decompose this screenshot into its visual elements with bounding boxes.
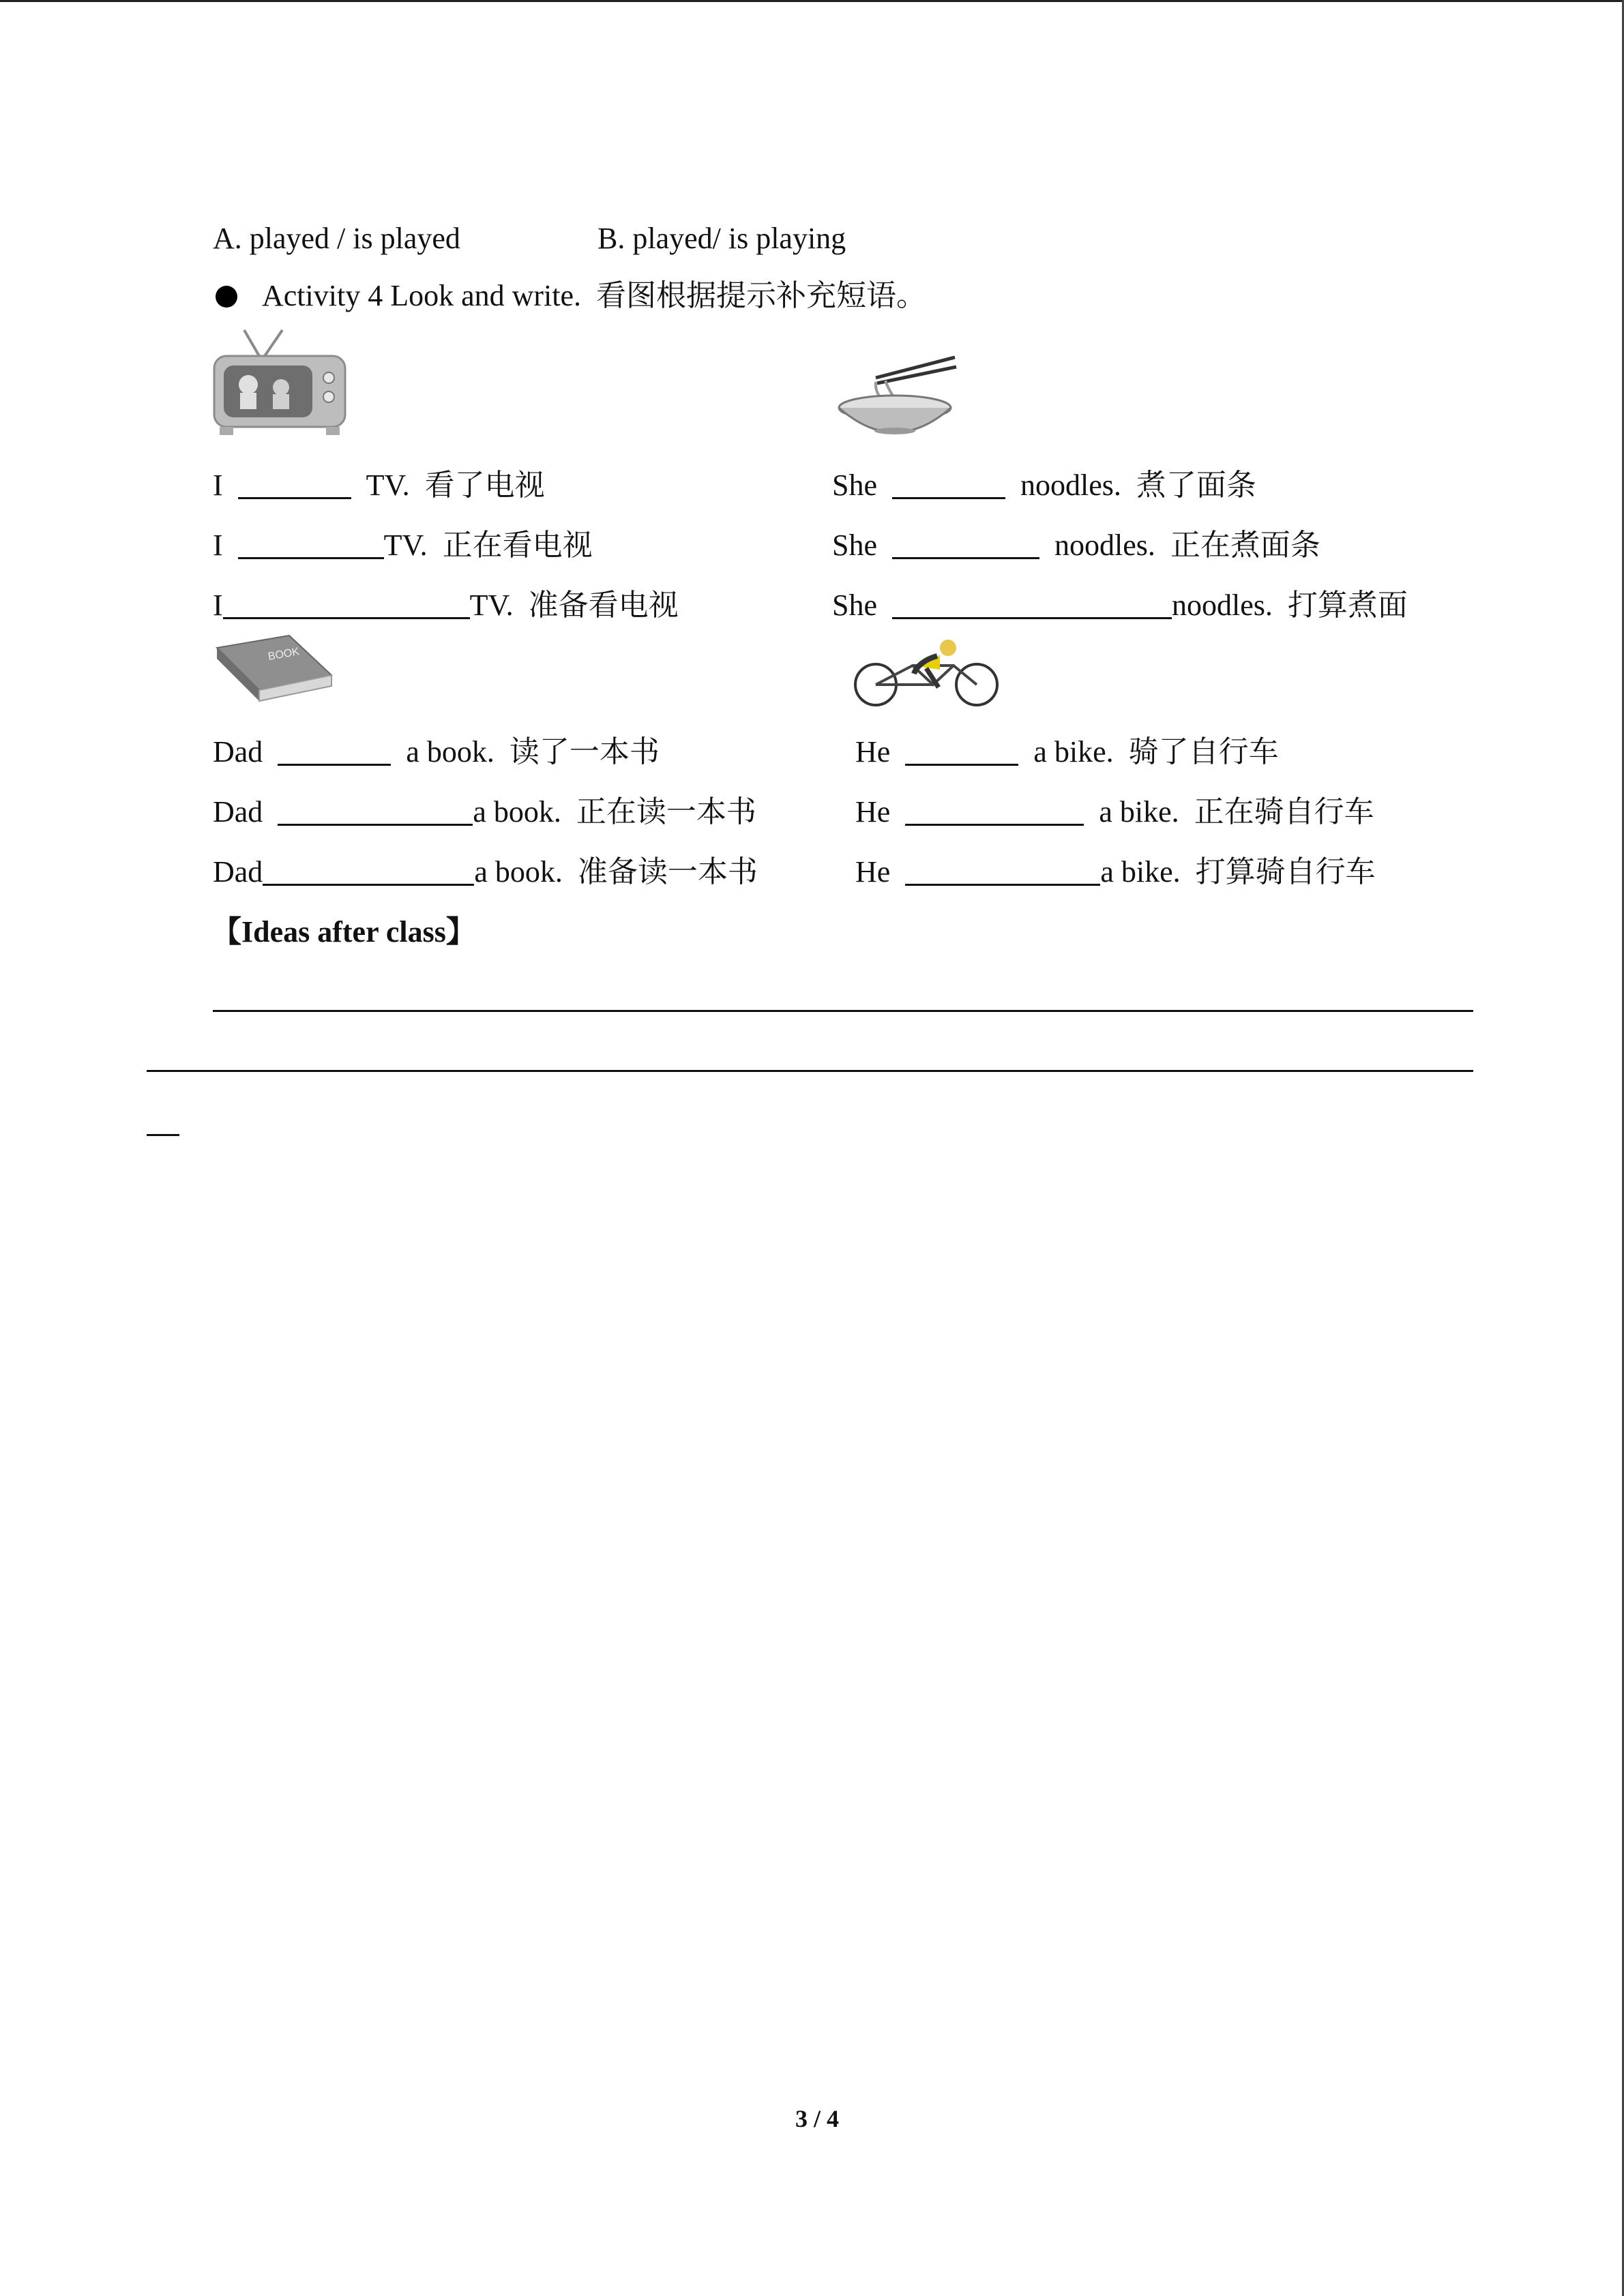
writing-line-end — [147, 1134, 179, 1136]
sentence-object: a book. — [473, 795, 561, 829]
option-b: B. played/ is playing — [597, 222, 846, 255]
book-sentence-1 — [213, 733, 660, 771]
sentence-object: a book. — [406, 735, 494, 769]
sentence-object: a bike. — [1099, 795, 1179, 829]
noodles-sentence-3 — [832, 586, 1408, 625]
option-a: A. played / is played — [213, 222, 460, 255]
book-sentence-2 — [213, 793, 756, 831]
noodles-sentence-1 — [832, 466, 1256, 505]
sentence-subject: I — [213, 588, 223, 622]
answer-blank[interactable] — [892, 530, 1039, 559]
ideas-heading: 【Ideas after class】 — [211, 915, 476, 949]
answer-blank[interactable] — [238, 530, 384, 559]
book-sentence-3 — [213, 853, 758, 891]
sentence-hint: 正在看电视 — [442, 528, 593, 562]
sentence-object: TV. — [366, 468, 410, 502]
answer-blank[interactable] — [905, 856, 1100, 886]
sentence-subject: She — [832, 588, 877, 622]
sentence-object: a bike. — [1100, 855, 1181, 889]
sentence-hint: 打算骑自行车 — [1195, 855, 1376, 889]
sentence-object: TV. — [383, 528, 428, 562]
tv-picture — [210, 329, 349, 436]
sentence-hint: 正在读一本书 — [576, 795, 756, 829]
activity-title: Activity 4 Look and write. — [262, 279, 582, 312]
noodles-picture — [835, 355, 958, 435]
sentence-object: TV. — [469, 588, 514, 622]
sentence-subject: Dad — [213, 795, 263, 829]
activity-heading — [216, 277, 926, 315]
bike-sentence-2 — [855, 793, 1374, 831]
sentence-subject: Dad — [213, 855, 263, 889]
sentence-hint: 正在骑自行车 — [1194, 795, 1374, 829]
sentence-subject: She — [832, 528, 877, 562]
answer-blank[interactable] — [278, 796, 473, 826]
bike-sentence-1 — [855, 733, 1279, 771]
sentence-object: noodles. — [1054, 528, 1155, 562]
answer-blank[interactable] — [892, 470, 1005, 499]
bike-sentence-3 — [855, 853, 1376, 891]
sentence-hint: 骑了自行车 — [1128, 735, 1279, 769]
sentence-subject: I — [213, 528, 223, 562]
sentence-object: a bike. — [1033, 735, 1114, 769]
book-picture — [210, 633, 337, 706]
tv-sentence-3 — [213, 586, 679, 625]
page-border-top — [0, 0, 1624, 2]
page-number: 3 / 4 — [795, 2105, 840, 2132]
sentence-subject: He — [855, 735, 891, 769]
tv-sentence-2 — [213, 526, 593, 565]
sentence-hint: 正在煮面条 — [1170, 528, 1320, 562]
bullet-icon — [216, 286, 237, 308]
sentence-subject: Dad — [213, 735, 263, 769]
sentence-hint: 煮了面条 — [1136, 468, 1256, 502]
sentence-subject: She — [832, 468, 877, 502]
answer-blank[interactable] — [905, 736, 1018, 766]
answer-blank[interactable] — [263, 856, 474, 886]
sentence-subject: I — [213, 468, 223, 502]
answer-blank[interactable] — [892, 590, 1172, 619]
sentence-object: a book. — [474, 855, 563, 889]
sentence-subject: He — [855, 795, 891, 829]
activity-instruction: 看图根据提示补充短语。 — [596, 279, 927, 312]
answer-blank[interactable] — [905, 796, 1084, 826]
bike-picture — [838, 638, 1016, 708]
answer-blank[interactable] — [223, 590, 470, 619]
sentence-object: noodles. — [1020, 468, 1121, 502]
sentence-subject: He — [855, 855, 891, 889]
book-cover-label: BOOK — [267, 646, 301, 663]
writing-line-1[interactable] — [213, 1010, 1473, 1012]
sentence-hint: 打算煮面 — [1287, 588, 1408, 622]
sentence-hint: 准备读一本书 — [577, 855, 758, 889]
answer-blank[interactable] — [278, 736, 391, 766]
sentence-hint: 读了一本书 — [509, 735, 660, 769]
writing-line-2[interactable] — [147, 1070, 1473, 1072]
sentence-hint: 准备看电视 — [528, 588, 679, 622]
tv-sentence-1 — [213, 466, 545, 505]
sentence-hint: 看了电视 — [424, 468, 545, 502]
noodles-sentence-2 — [832, 526, 1320, 565]
sentence-object: noodles. — [1172, 588, 1273, 622]
answer-blank[interactable] — [238, 470, 351, 499]
